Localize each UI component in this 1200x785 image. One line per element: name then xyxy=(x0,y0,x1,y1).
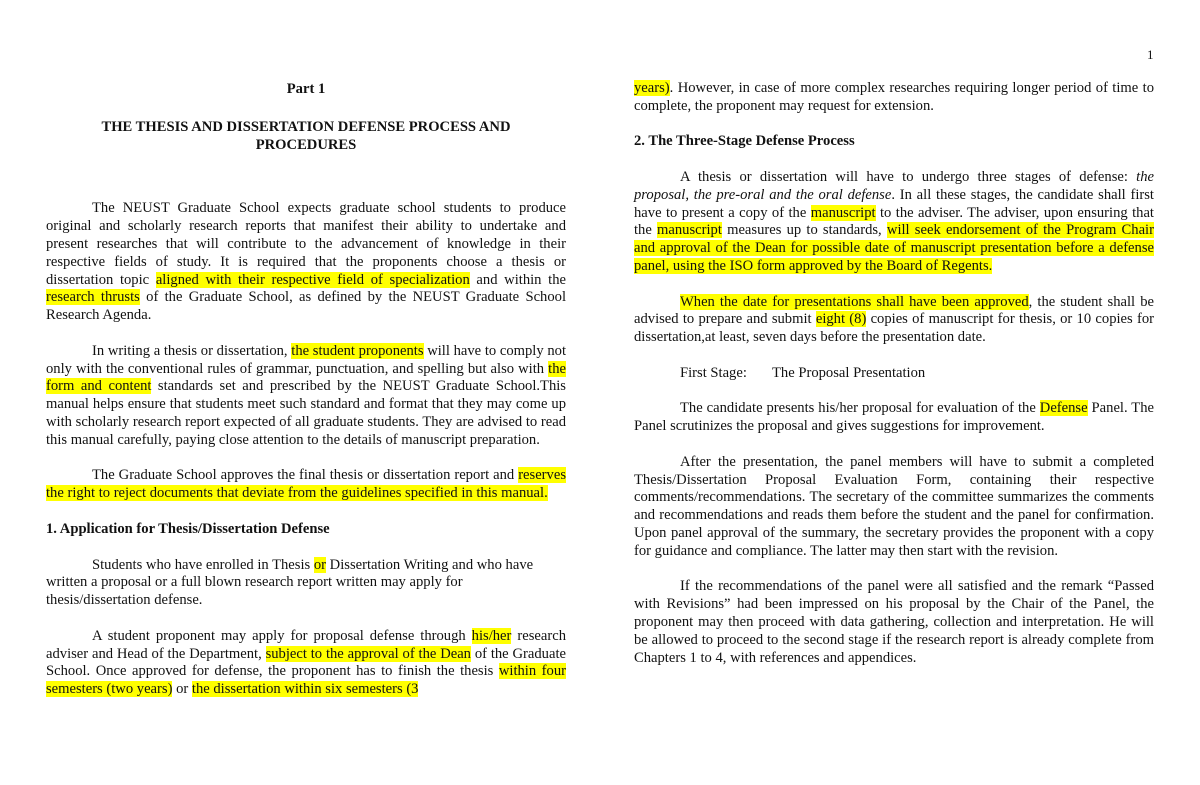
highlighted-text: Defense xyxy=(1039,400,1088,417)
text-run: to the adviser. The adviser, upon ensuring that the xyxy=(634,204,1154,239)
text-run: will have to comply not only with the conventional rules of grammar, punctuation, and spelling but also with xyxy=(46,342,566,377)
stage-heading xyxy=(634,365,1154,383)
highlighted-text: subject to the approval of the Dean xyxy=(265,645,471,662)
stage-title: The Proposal Presentation xyxy=(772,364,926,381)
stage-label: First Stage: xyxy=(680,364,747,381)
paragraph-writing xyxy=(46,343,566,450)
highlighted-text: reserves the right to reject documents that deviate from the guidelines specified in this manual. xyxy=(46,467,566,502)
paragraph-copies xyxy=(634,294,1154,347)
paragraph-continuation xyxy=(634,80,1154,116)
left-column xyxy=(46,80,566,699)
highlighted-text: years) xyxy=(634,80,670,96)
part-label: Part 1 xyxy=(286,81,326,97)
paragraph-candidate-presents xyxy=(634,400,1154,436)
text-run: . In all these stages, the candidate shall first have to present a copy of the xyxy=(634,186,1154,221)
highlighted-text: eight (8) xyxy=(815,311,867,328)
highlighted-text: within four semesters (two years) xyxy=(46,663,566,698)
text-run: Dissertation Writing and who have written a proposal or a full blown research report written may apply for thesis/dissertation defense. xyxy=(46,556,534,609)
text-run: copies of manuscript for thesis, or 10 copies for dissertation,at least, seven days before the presentation date. xyxy=(634,311,1154,346)
text-run: standards set and prescribed by the NEUST Graduate School.This manual helps ensure that students meet such standard and format that they may come up with scholarly research report expected of all graduate students. They are advised to read this manual carefully, paying close attention to the details of manuscript preparation. xyxy=(46,378,566,448)
highlighted-text: the form and content xyxy=(46,360,566,395)
text-run: research adviser and Head of the Department, xyxy=(46,627,566,662)
text-run: . However, in case of more complex researches requiring longer period of time to complete, the proponent may request for extension. xyxy=(634,80,1154,114)
text-run: of the Graduate School, as defined by the NEUST Graduate School Research Agenda. xyxy=(46,289,566,324)
text-run: Panel. The Panel scrutinizes the proposal and gives suggestions for improvement. xyxy=(634,400,1154,435)
text-run: The candidate presents his/her proposal for evaluation of the xyxy=(680,400,1040,417)
highlighted-text: the student proponents xyxy=(291,342,424,359)
document-title: THE THESIS AND DISSERTATION DEFENSE PROCESS AND PROCEDURES xyxy=(101,118,511,153)
highlighted-text: manuscript xyxy=(657,222,722,239)
highlighted-text: his/her xyxy=(471,627,512,644)
highlighted-text: When the date for presentations shall have been approved xyxy=(680,293,1029,310)
highlighted-text: the dissertation within six semesters (3 xyxy=(191,681,419,698)
paragraph-eligibility xyxy=(46,557,566,610)
page-number: 1 xyxy=(1147,47,1154,62)
highlighted-text: or xyxy=(313,556,327,573)
section-heading-application: 1. Application for Thesis/Dissertation Defense xyxy=(46,520,330,537)
right-column xyxy=(634,80,1154,667)
highlighted-text: research thrusts xyxy=(46,289,140,306)
section-heading-three-stage: 2. The Three-Stage Defense Process xyxy=(634,133,855,150)
text-run: A student proponent may apply for proposal defense through xyxy=(92,627,472,644)
text-run: Students who have enrolled in Thesis xyxy=(92,556,314,573)
highlighted-text: will seek endorsement of the Program Chair and approval of the Dean for possible date of manuscript presentation before a defense panel, using the ISO form approved by the Board of Regents. xyxy=(634,222,1154,274)
paragraph-three-stages xyxy=(634,169,1154,276)
text-run: , the student shall be advised to prepare and submit xyxy=(634,293,1154,328)
text-run: In writing a thesis or dissertation, xyxy=(92,342,292,359)
paragraph-approval xyxy=(46,467,566,503)
text-run: The NEUST Graduate School expects graduate school students to produce original and scholarly research reports that manifest their ability to undertake and present researches that will contribute to the advancement of knowledge in their respective fields of study. It is required that the proponents choose a thesis or dissertation topic xyxy=(46,200,566,288)
paragraph-after-presentation: After the presentation, the panel members will have to submit a completed Thesis/Dissertation Proposal Evaluation Form, containing their respective comments/recommendations. The secretary of the committee summarizes the comments and recommendations and reads them before the student and the panel for confirmation. Upon panel approval of the summary, the secretary provides the proponent with a copy for guidance and compliance. The latter may then start with the revision. xyxy=(634,453,1154,559)
text-run: A thesis or dissertation will have to undergo three stages of defense: xyxy=(680,168,1137,185)
emphasized-text: the proposal, the pre-oral and the oral defense xyxy=(634,168,1154,203)
paragraph-proposal-defense xyxy=(46,628,566,699)
text-run: and within the xyxy=(469,271,566,288)
text-run: of the Graduate School. Once approved for defense, the proponent has to finish the thesis xyxy=(46,645,566,680)
paragraph-recommendations: If the recommendations of the panel were all satisfied and the remark “Passed with Revisions” had been impressed on his proposal by the Chair of the Panel, the proponent may then proceed with data gathering, collection and interpretation. He will be allowed to proceed to the second stage if the research report is already complete from Chapters 1 to 4, with references and appendices. xyxy=(634,578,1154,666)
text-run: The Graduate School approves the final thesis or dissertation report and xyxy=(92,467,519,484)
highlighted-text: aligned with their respective field of specialization xyxy=(155,271,470,288)
text-run: or xyxy=(172,681,192,698)
text-run: measures up to standards, xyxy=(721,222,887,239)
paragraph-intro xyxy=(46,200,566,325)
highlighted-text: manuscript xyxy=(810,204,876,221)
